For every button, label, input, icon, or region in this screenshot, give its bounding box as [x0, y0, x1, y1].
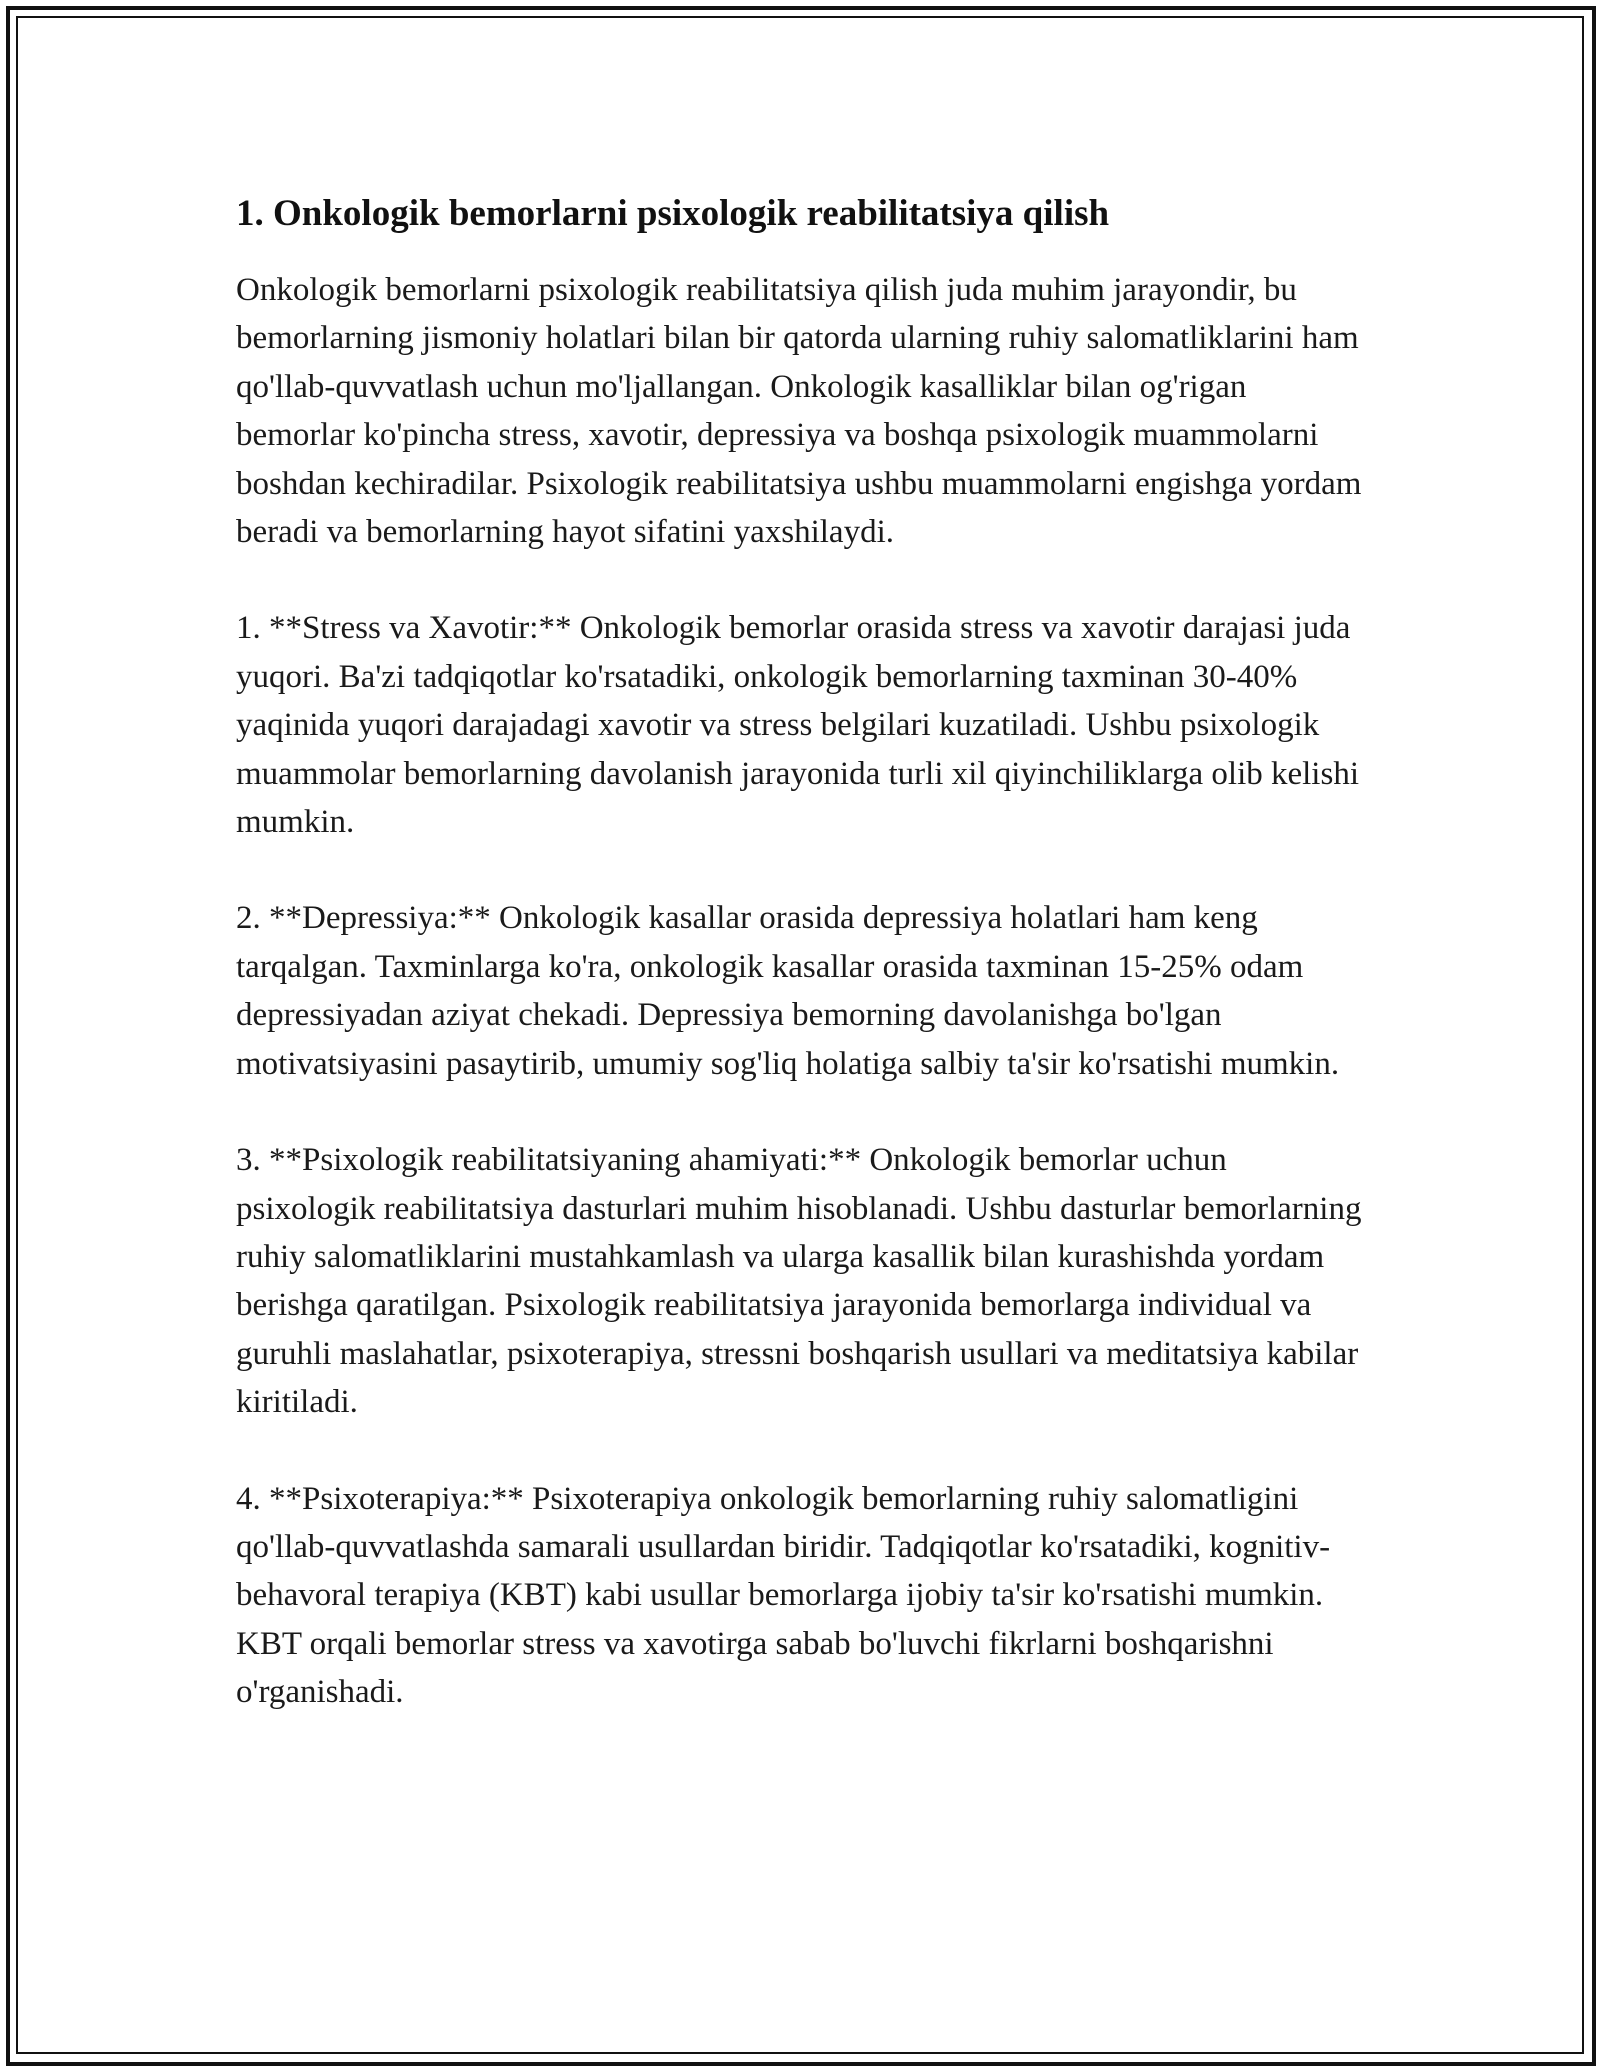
depression-paragraph: 2. **Depressiya:** Onkologik kasallar orasida depressiya holatlari ham keng tarqalgan. Taxminlarga ko'ra, onkologik kasallar orasida taxminan 15-25% odam depressiyadan aziyat chekadi. Depressiya bemorning davolanishga bo'lgan motivatsiyasini pasaytirib, umumiy sog'liq holatiga salbiy ta'sir ko'rsatishi mumkin. [236, 900, 1340, 1082]
document-title: 1. Onkologik bemorlarni psixologik reabilitatsiya qilish [236, 193, 1110, 234]
document-body [236, 186, 1366, 1765]
stress-anxiety-paragraph: 1. **Stress va Xavotir:** Onkologik bemorlar orasida stress va xavotir darajasi juda yuqori. Ba'zi tadqiqotlar ko'rsatadiki, onkologik bemorlarning taxminan 30-40% yaqinida yuqori darajadagi xavotir va stress belgilari kuzatiladi. Ushbu psixologik muammolar bemorlarning davolanish jarayonida turli xil qiyinchiliklarga olib kelishi mumkin. [236, 610, 1359, 841]
rehabilitation-importance-paragraph: 3. **Psixologik reabilitatsiyaning ahamiyati:** Onkologik bemorlar uchun psixologik reabilitatsiya dasturlari muhim hisoblanadi. Ushbu dasturlar bemorlarning ruhiy salomatliklarini mustahkamlash va ularga kasallik bilan kurashishda yordam berishga qaratilgan. Psixologik reabilitatsiya jarayonida bemorlarga individual va guruhli maslahatlar, psixoterapiya, stressni boshqarish usullari va meditatsiya kabilar kiritiladi. [236, 1142, 1362, 1421]
intro-paragraph: Onkologik bemorlarni psixologik reabilitatsiya qilish juda muhim jarayondir, bu bemorlarning jismoniy holatlari bilan bir qatorda ularning ruhiy salomatliklarini ham qo'llab-quvvatlash uchun mo'ljallangan. Onkologik kasalliklar bilan og'rigan bemorlar ko'pincha stress, xavotir, depressiya va boshqa psixologik muammolarni boshdan kechiradilar. Psixologik reabilitatsiya ushbu muammolarni engishga yordam beradi va bemorlarning hayot sifatini yaxshilaydi. [236, 272, 1362, 551]
psychotherapy-paragraph: 4. **Psixoterapiya:** Psixoterapiya onkologik bemorlarning ruhiy salomatligini qo'llab-quvvatlashda samarali usullardan biridir. Tadqiqotlar ko'rsatadiki, kognitiv-behavoral terapiya (KBT) kabi usullar bemorlarga ijobiy ta'sir ko'rsatishi mumkin. KBT orqali bemorlar stress va xavotirga sabab bo'luvchi fikrlarni boshqarishni o'rganishadi. [236, 1480, 1331, 1711]
